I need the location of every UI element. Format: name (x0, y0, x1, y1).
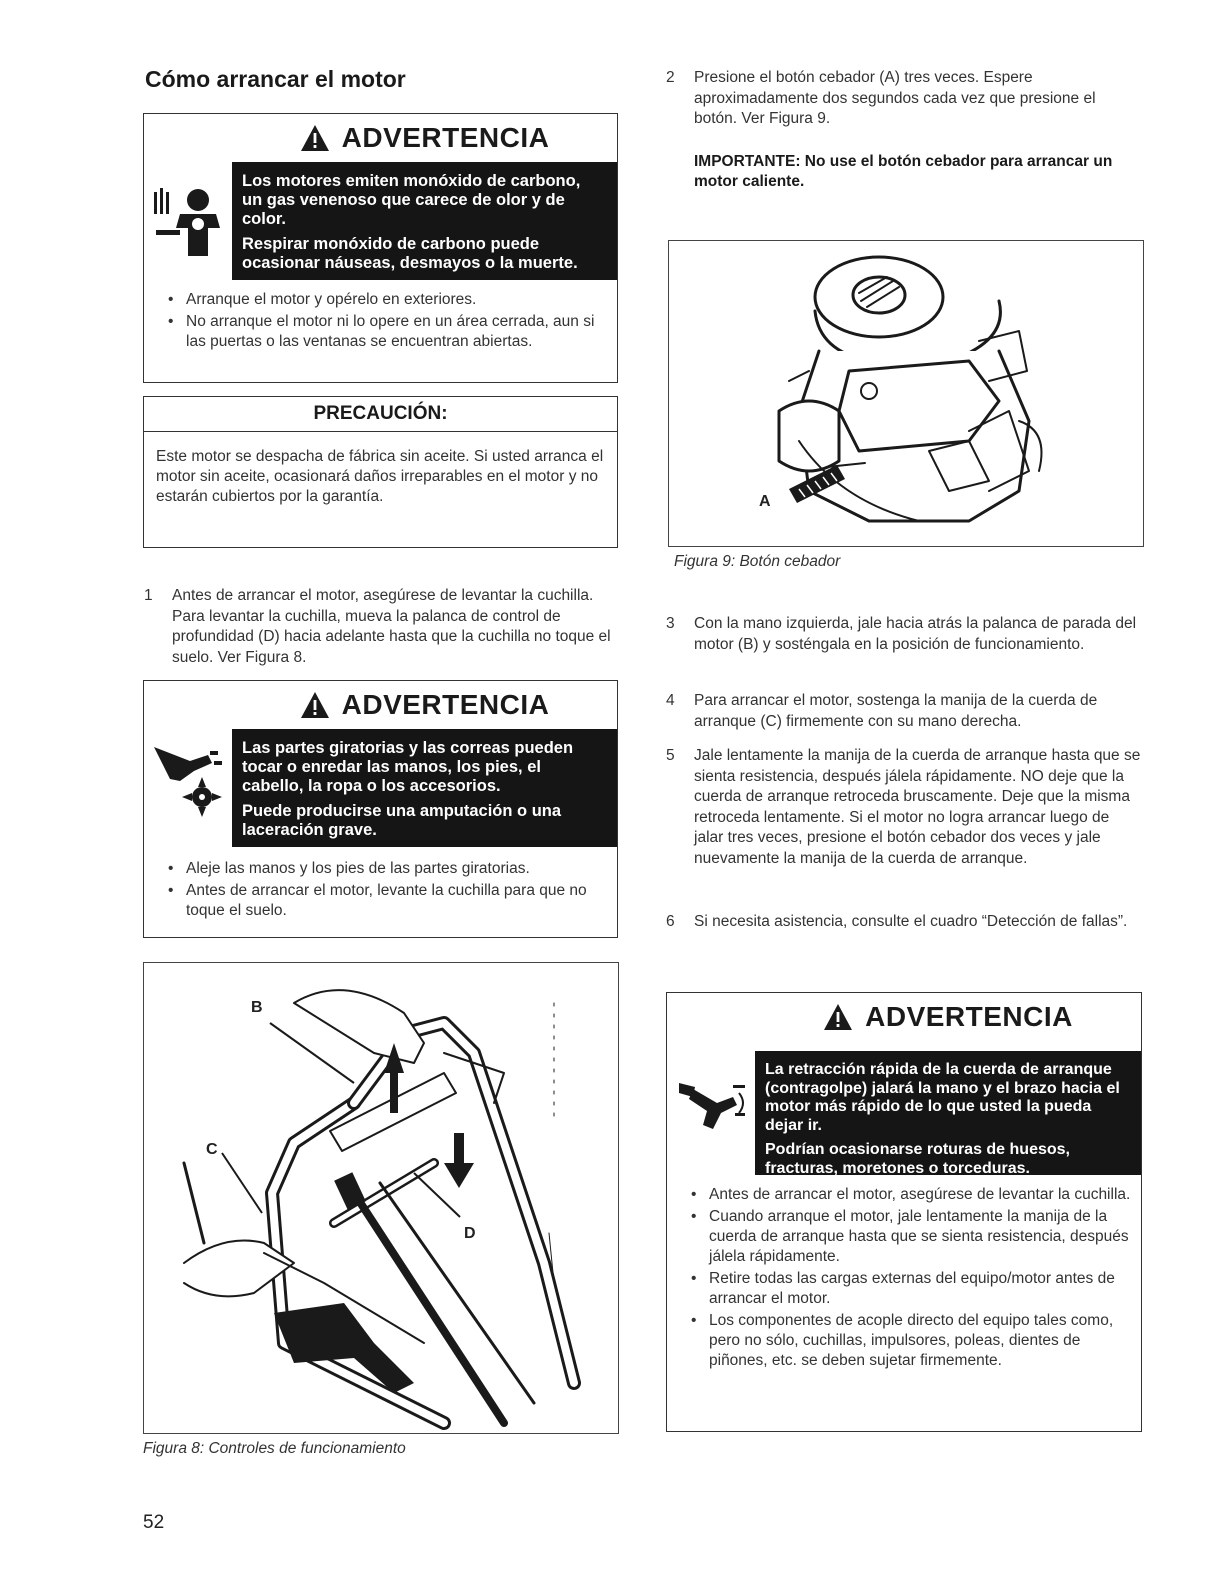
figure-8-caption: Figura 8: Controles de funcionamiento (143, 1440, 406, 1457)
section-title: Cómo arrancar el motor (145, 66, 406, 92)
step-number: 4 (666, 692, 675, 709)
figure-8 (143, 962, 619, 1434)
warning-heading (755, 993, 1141, 1041)
warning-heading-text: ADVERTENCIA (865, 1001, 1073, 1032)
step-4 (666, 691, 1142, 732)
step-number: 3 (666, 615, 675, 632)
warning-consequence-text: Podrían ocasionarse roturas de huesos, fracturas, moretones o torceduras. (765, 1141, 1070, 1177)
page-number: 52 (143, 1512, 165, 1533)
list-item: • Antes de arrancar el motor, asegúrese de levantar la cuchilla. (681, 1185, 1131, 1205)
step-text: Para arrancar el motor, sostenga la manija de la cuerda de arranque (C) firmemente con su mano derecha. (694, 692, 1098, 730)
figure-9-illustration (669, 241, 1143, 546)
list-item: • Arranque el motor y opérelo en exteriores. (158, 290, 607, 310)
list-item: • Aleje las manos y los pies de las partes giratorias. (158, 859, 607, 879)
warning-hazard-text: Las partes giratorias y las correas pueden tocar o enredar las manos, los pies, el cabello, la ropa o los accesorios. (242, 739, 574, 795)
warning-consequence-text: Respirar monóxido de carbono puede ocasionar náuseas, desmayos o la muerte. (242, 235, 578, 272)
figure-label-b: B (251, 999, 263, 1016)
list-item: • Retire todas las cargas externas del equipo/motor antes de arrancar el motor. (681, 1269, 1131, 1309)
figure-9 (668, 240, 1144, 547)
step-number: 1 (144, 587, 153, 604)
important-note: IMPORTANTE: No use el botón cebador para arrancar un motor caliente. (694, 153, 1113, 190)
figure-label-c: C (206, 1141, 218, 1158)
figure-9-caption: Figura 9: Botón cebador (674, 553, 841, 570)
list-item: • Cuando arranque el motor, jale lentamente la manija de la cuerda de arranque hasta que se sienta resistencia, después jálela rápidamente. (681, 1207, 1131, 1267)
list-item: • No arranque el motor ni lo opere en un área cerrada, aun si las puertas o las ventanas se encuentran abiertas. (158, 312, 607, 352)
warning-black-panel (232, 162, 617, 280)
warning-bullet-list (158, 290, 607, 354)
warning-heading-text: ADVERTENCIA (341, 122, 550, 153)
warning-bullet-list (158, 859, 607, 923)
caution-box (143, 396, 618, 548)
warning-consequence-text: Puede producirse una amputación o una laceración grave. (242, 802, 562, 839)
warning-triangle-icon (823, 1003, 853, 1031)
warning-box-carbon-monoxide (143, 113, 618, 383)
warning-triangle-icon (300, 691, 330, 719)
caution-text: Este motor se despacha de fábrica sin aceite. Si usted arranca el motor sin aceite, ocasionará daños irreparables en el motor y no estarán cubiertos por la garantía. (156, 448, 604, 505)
list-item: • Los componentes de acople directo del equipo tales como, pero no sólo, cuchillas, impulsores, poleas, dientes de piñones, etc. se deben sujetar firmemente. (681, 1311, 1131, 1371)
step-6 (666, 912, 1142, 933)
warning-heading (232, 681, 617, 729)
step-number: 6 (666, 913, 675, 930)
list-item: • Antes de arrancar el motor, levante la cuchilla para que no toque el suelo. (158, 881, 607, 921)
warning-triangle-icon (300, 124, 330, 152)
warning-box-rotating-parts (143, 680, 618, 938)
step-3 (666, 614, 1142, 655)
warning-black-panel (232, 729, 617, 847)
warning-black-panel (755, 1051, 1141, 1175)
step-5 (666, 746, 1142, 869)
step-1 (144, 586, 612, 668)
step-text: Con la mano izquierda, jale hacia atrás la palanca de parada del motor (B) y sosténgala en la posición de funcionamiento. (694, 615, 1137, 653)
warning-box-kickback (666, 992, 1142, 1432)
warning-hazard-text: La retracción rápida de la cuerda de arranque (contragolpe) jalará la mano y el brazo hacia el motor más rápido de lo que usted la pueda dejar ir. (765, 1061, 1120, 1134)
step-2 (666, 68, 1142, 130)
step-number: 5 (666, 747, 675, 764)
caution-heading: PRECAUCIÓN: (144, 397, 617, 432)
step-text: Si necesita asistencia, consulte el cuadro “Detección de fallas”. (694, 913, 1128, 930)
step-number: 2 (666, 69, 675, 86)
step-text: Antes de arrancar el motor, asegúrese de levantar la cuchilla. Para levantar la cuchilla, mueva la palanca de control de profundidad (D) hacia adelante hasta que la cuchilla no toque el suelo. Ver Figura 8. (172, 587, 611, 666)
step-text: Jale lentamente la manija de la cuerda de arranque hasta que se sienta resistencia, después jálela rápidamente. NO deje que la cuerda de arranque retroceda bruscamente. Deje que la misma retroceda lentamente. Si el motor no logra arrancar luego de jalar tres veces, presione el botón cebador dos veces y jale nuevamente la manija de la cuerda de arranque. (694, 747, 1141, 867)
figure-label-a: A (759, 493, 771, 510)
warning-hazard-text: Los motores emiten monóxido de carbono, un gas venenoso que carece de olor y de color. (242, 172, 581, 228)
warning-heading-text: ADVERTENCIA (341, 689, 550, 720)
figure-label-d: D (464, 1225, 476, 1242)
rotating-parts-hazard-icon (150, 741, 230, 821)
warning-heading (232, 114, 617, 162)
carbon-monoxide-hazard-icon (150, 184, 230, 264)
warning-bullet-list (681, 1185, 1131, 1373)
step-text: Presione el botón cebador (A) tres veces. Espere aproximadamente dos segundos cada vez que presione el botón. Ver Figura 9. (694, 69, 1096, 127)
kickback-hazard-icon (673, 1073, 753, 1153)
figure-8-illustration (144, 963, 618, 1433)
